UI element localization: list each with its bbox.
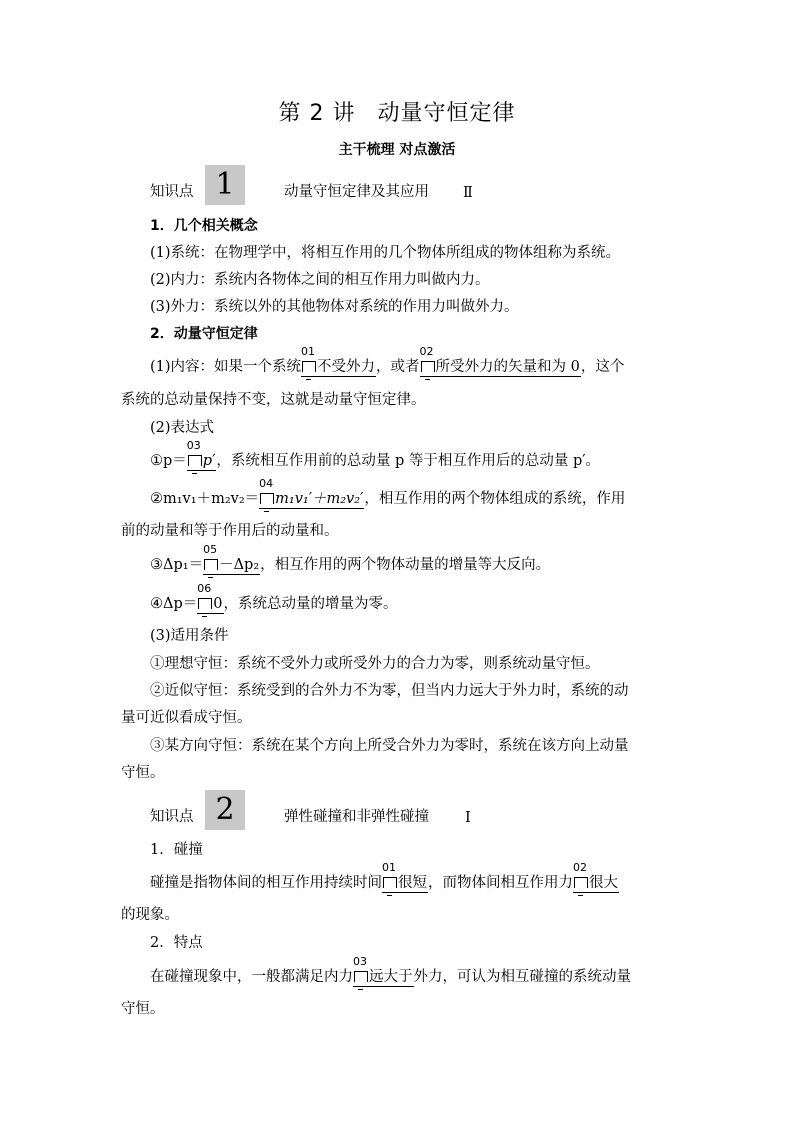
- text: 在碰撞现象中，一般都满足内力: [150, 969, 353, 985]
- answer-box-icon: [354, 971, 368, 982]
- blank-answer: －Δp₂: [219, 557, 260, 573]
- paragraph: ③某方向守恒：系统在某个方向上所受合外力为零时，系统在该方向上动量: [150, 738, 629, 754]
- answer-box-icon: [260, 493, 274, 504]
- blank-answer: p′: [202, 453, 216, 469]
- paragraph: (2)表达式: [150, 420, 215, 436]
- paragraph: (1)系统：在物理学中，将相互作用的几个物体所组成的物体组称为系统。: [150, 245, 621, 261]
- blank-number: 01: [301, 345, 316, 358]
- kp-title: 弹性碰撞和非弹性碰撞: [284, 809, 429, 825]
- text: ，系统相互作用前的总动量 p 等于相互作用后的总动量 p′。: [216, 453, 601, 469]
- paragraph: ②近似守恒：系统受到的合外力不为零，但当内力远大于外力时，系统的动: [150, 683, 629, 699]
- text: ，或者: [376, 359, 420, 375]
- knowledge-point-2-header: [150, 790, 550, 830]
- equation-line: [121, 477, 705, 509]
- blank-number: 01: [382, 861, 396, 874]
- answer-box-icon: [204, 559, 218, 570]
- page-subtitle: 主干梳理 对点激活: [338, 142, 456, 158]
- lecture-number: 第 2 讲: [278, 101, 356, 126]
- kp-number-badge: 2: [205, 790, 245, 830]
- paragraph: [121, 861, 705, 893]
- answer-box-icon: [574, 877, 588, 888]
- kp-title: 动量守恒定律及其应用: [284, 184, 429, 200]
- answer-box-icon: [302, 361, 316, 372]
- equation-line: [121, 439, 705, 471]
- blank-answer: 0: [213, 596, 223, 612]
- kp-number-badge: 1: [205, 165, 245, 205]
- text: 外力，可认为相互碰撞的系统动量: [413, 969, 631, 985]
- fill-blank: [186, 439, 217, 471]
- fill-blank: [353, 955, 414, 987]
- fill-blank: [382, 861, 428, 893]
- equation-line: [121, 543, 705, 575]
- paragraph: [121, 955, 705, 987]
- kp-label: 知识点: [150, 184, 194, 200]
- knowledge-point-1-header: [150, 165, 550, 205]
- answer-box-icon: [188, 455, 202, 466]
- blank-number: 06: [197, 582, 212, 595]
- fill-blank: [197, 582, 223, 614]
- text: ，这个: [580, 359, 625, 375]
- text: ，相互作用的两个物体动量的增量等大反向。: [260, 557, 551, 573]
- page-title: [0, 96, 794, 127]
- blank-number: 03: [353, 955, 367, 968]
- paragraph: ①理想守恒：系统不受外力或所受外力的合力为零，则系统动量守恒。: [150, 656, 600, 672]
- fill-blank: [419, 345, 581, 377]
- fill-blank: [301, 345, 376, 377]
- text: ④Δp＝: [150, 596, 198, 612]
- paragraph: 守恒。: [121, 1001, 165, 1017]
- paragraph: 守恒。: [121, 765, 165, 781]
- blank-number: 03: [186, 439, 201, 452]
- kp-label: 知识点: [150, 809, 194, 825]
- blank-number: 02: [573, 861, 587, 874]
- paragraph: (3)适用条件: [150, 628, 229, 644]
- blank-answer: 很大: [589, 875, 618, 891]
- text: ②m₁v₁＋m₂v₂＝: [150, 491, 260, 507]
- text: ，而物体间相互作用力: [428, 875, 573, 891]
- paragraph: 的现象。: [121, 907, 179, 923]
- text: ，相互作用的两个物体组成的系统，作用: [364, 491, 626, 507]
- section-heading: 1．几个相关概念: [150, 218, 258, 234]
- paragraph: (3)外力：系统以外的其他物体对系统的作用力叫做外力。: [150, 299, 519, 315]
- text: (1)内容：如果一个系统: [150, 359, 302, 375]
- text: ①p＝: [150, 453, 187, 469]
- blank-answer: 很短: [398, 875, 427, 891]
- answer-box-icon: [421, 361, 435, 372]
- blank-answer: 所受外力的矢量和为 0: [435, 359, 580, 375]
- kp-level: Ⅰ: [465, 810, 471, 826]
- section-heading: 2．动量守恒定律: [150, 326, 258, 342]
- text: ③Δp₁＝: [150, 557, 204, 573]
- lecture-topic: 动量守恒定律: [377, 101, 516, 126]
- blank-number: 04: [259, 477, 274, 490]
- paragraph: 前的动量和等于作用后的动量和。: [121, 523, 339, 539]
- fill-blank: [203, 543, 260, 575]
- text: ，系统总动量的增量为零。: [223, 596, 398, 612]
- answer-box-icon: [198, 598, 212, 609]
- blank-answer: 远大于: [369, 969, 413, 985]
- answer-box-icon: [383, 877, 397, 888]
- paragraph: 系统的总动量保持不变，这就是动量守恒定律。: [121, 392, 426, 408]
- text: 碰撞是指物体间的相互作用持续时间: [150, 875, 382, 891]
- section-heading: 1．碰撞: [150, 842, 203, 858]
- section-heading: 2．特点: [150, 935, 203, 951]
- blank-answer: 不受外力: [317, 359, 376, 375]
- blank-number: 02: [419, 345, 434, 358]
- kp-level: Ⅱ: [463, 185, 473, 201]
- fill-blank: [259, 477, 364, 509]
- paragraph: 量可近似看成守恒。: [121, 710, 252, 726]
- fill-blank: [573, 861, 619, 893]
- blank-answer: m₁v₁′＋m₂v₂′: [275, 491, 364, 507]
- equation-line: [121, 582, 705, 614]
- blank-number: 05: [203, 543, 218, 556]
- paragraph: [121, 345, 705, 377]
- paragraph: (2)内力：系统内各物体之间的相互作用力叫做内力。: [150, 272, 490, 288]
